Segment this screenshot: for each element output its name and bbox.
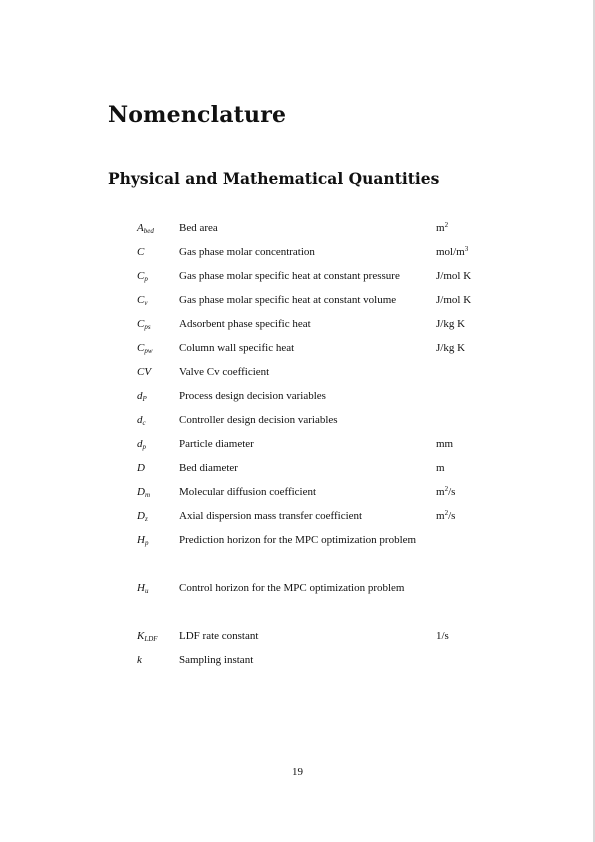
- description: Adsorbent phase specific heat: [179, 318, 311, 330]
- nomenclature-row: [137, 504, 497, 528]
- nomenclature-row: [137, 336, 497, 360]
- nomenclature-row: [137, 216, 497, 240]
- nomenclature-row: [137, 456, 497, 480]
- unit: $m^2$: [436, 221, 449, 234]
- nomenclature-row: [137, 624, 497, 648]
- symbol: $d_P$: [137, 390, 147, 403]
- symbol: $C_p$: [137, 270, 148, 283]
- symbol: $C_v$: [137, 294, 148, 307]
- nomenclature-row: [137, 648, 497, 672]
- description: LDF rate constant: [179, 630, 259, 642]
- nomenclature-row: [137, 312, 497, 336]
- symbol: $d_c$: [137, 414, 146, 427]
- symbol: $C_{ps}$: [137, 318, 151, 331]
- description: Control horizon for the MPC optimization problem: [179, 582, 405, 594]
- symbol: $d_p$: [137, 438, 146, 451]
- description: Gas phase molar specific heat at constant pressure: [179, 270, 400, 282]
- symbol: D: [137, 462, 145, 474]
- unit: mm: [436, 438, 454, 450]
- section-title: Physical and Mathematical Quantities: [108, 169, 440, 188]
- description: Gas phase molar specific heat at constant volume: [179, 294, 397, 306]
- chapter-title: Nomenclature: [108, 102, 287, 128]
- nomenclature-row: [137, 528, 497, 576]
- description: Molecular diffusion coefficient: [179, 486, 317, 498]
- description: Bed diameter: [179, 462, 238, 474]
- symbol: $C_{pw}$: [137, 342, 153, 355]
- page-number: 19: [292, 766, 303, 778]
- symbol: C: [137, 246, 145, 258]
- symbol: CV: [137, 366, 152, 378]
- symbol: $A_{bed}$: [137, 222, 154, 235]
- nomenclature-row: [137, 384, 497, 408]
- description: Bed area: [179, 222, 218, 234]
- symbol: $H_u$: [137, 582, 149, 595]
- symbol: $D_z$: [137, 510, 148, 523]
- unit: $m^2/s$: [436, 485, 456, 498]
- description: Prediction horizon for the MPC optimization problem: [179, 534, 417, 546]
- unit: mol/$m^3$: [436, 245, 469, 258]
- unit: J/kg K: [436, 318, 466, 330]
- description: Column wall specific heat: [179, 342, 295, 354]
- unit: 1/s: [436, 630, 449, 642]
- description: Controller design decision variables: [179, 414, 338, 426]
- nomenclature-row: [137, 432, 497, 456]
- unit: m: [436, 462, 445, 474]
- description: Particle diameter: [179, 438, 254, 450]
- unit: J/mol K: [436, 294, 472, 306]
- nomenclature-row: [137, 576, 497, 624]
- description: Sampling instant: [179, 654, 254, 666]
- nomenclature-row: [137, 480, 497, 504]
- unit: $m^2/s$: [436, 509, 456, 522]
- unit: J/mol K: [436, 270, 472, 282]
- nomenclature-row: [137, 408, 497, 432]
- symbol: $K_{LDF}$: [137, 630, 158, 643]
- symbol: k: [137, 654, 142, 666]
- symbol: $H_p$: [137, 534, 149, 547]
- description: Process design decision variables: [179, 390, 326, 402]
- description: Axial dispersion mass transfer coefficient: [179, 510, 363, 522]
- description: Valve Cv coefficient: [179, 366, 270, 378]
- nomenclature-row: [137, 360, 497, 384]
- nomenclature-row: [137, 288, 497, 312]
- description: Gas phase molar concentration: [179, 246, 315, 258]
- nomenclature-table: [137, 216, 497, 672]
- nomenclature-row: [137, 240, 497, 264]
- unit: J/kg K: [436, 342, 466, 354]
- nomenclature-row: [137, 264, 497, 288]
- symbol: $D_m$: [137, 486, 151, 499]
